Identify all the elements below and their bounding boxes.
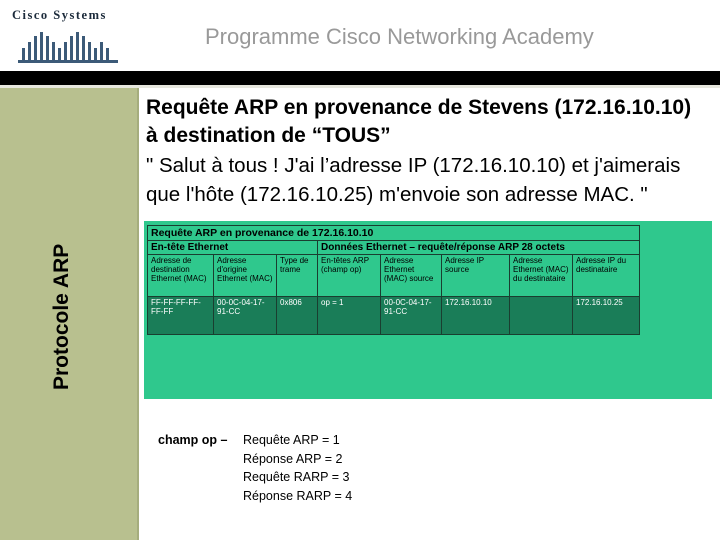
table-cell: 172.16.10.10 xyxy=(442,297,510,335)
column-header: Adresse Ethernet (MAC) du destinataire xyxy=(510,255,573,297)
table-cell: 172.16.10.25 xyxy=(573,297,640,335)
slide-quote: " Salut à tous ! J'ai l’adresse IP (172.16.10.10) et j'aimerais que l'hôte (172.16.10.25) m'envoie son adresse MAC. " xyxy=(146,154,681,206)
program-title: Programme Cisco Networking Academy xyxy=(205,24,594,49)
logo-wordmark: Cisco Systems xyxy=(12,8,107,22)
arp-packet-figure xyxy=(144,221,712,399)
section-ethernet-header: En-tête Ethernet xyxy=(148,241,318,255)
section-ethernet-data: Données Ethernet – requête/réponse ARP 28 octets xyxy=(318,241,640,255)
arp-packet-table xyxy=(147,225,640,335)
table-cell: FF-FF-FF-FF-FF-FF xyxy=(148,297,214,335)
table-cell: op = 1 xyxy=(318,297,381,335)
column-header: Adresse IP du destinataire xyxy=(573,255,640,297)
sidebar-vertical-title: Protocole ARP xyxy=(50,243,73,390)
column-header: En-têtes ARP (champ op) xyxy=(318,255,381,297)
table-title: Requête ARP en provenance de 172.16.10.10 xyxy=(148,226,640,241)
notes-item: Requête RARP = 3 xyxy=(243,470,350,484)
notes-item: Requête ARP = 1 xyxy=(243,433,340,447)
notes-label: champ op – xyxy=(158,433,228,447)
column-header: Adresse Ethernet (MAC) source xyxy=(381,255,442,297)
cisco-bridge-icon xyxy=(18,26,118,68)
table-cell: 00-0C-04-17-91-CC xyxy=(214,297,277,335)
notes-item: Réponse ARP = 2 xyxy=(243,451,343,466)
column-header: Type de trame xyxy=(277,255,318,297)
sidebar-divider xyxy=(137,88,139,540)
column-header: Adresse de destination Ethernet (MAC) xyxy=(148,255,214,297)
table-cell xyxy=(510,297,573,335)
slide-heading: Requête ARP en provenance de Stevens (172.16.10.10) à destination de “TOUS” xyxy=(146,96,692,147)
column-header: Adresse IP source xyxy=(442,255,510,297)
column-header: Adresse d'origine Ethernet (MAC) xyxy=(214,255,277,297)
op-field-notes xyxy=(158,431,352,505)
table-cell: 0x806 xyxy=(277,297,318,335)
notes-item: Réponse RARP = 4 xyxy=(243,488,353,503)
cisco-logo xyxy=(12,8,122,64)
table-cell: 00-0C-04-17-91-CC xyxy=(381,297,442,335)
